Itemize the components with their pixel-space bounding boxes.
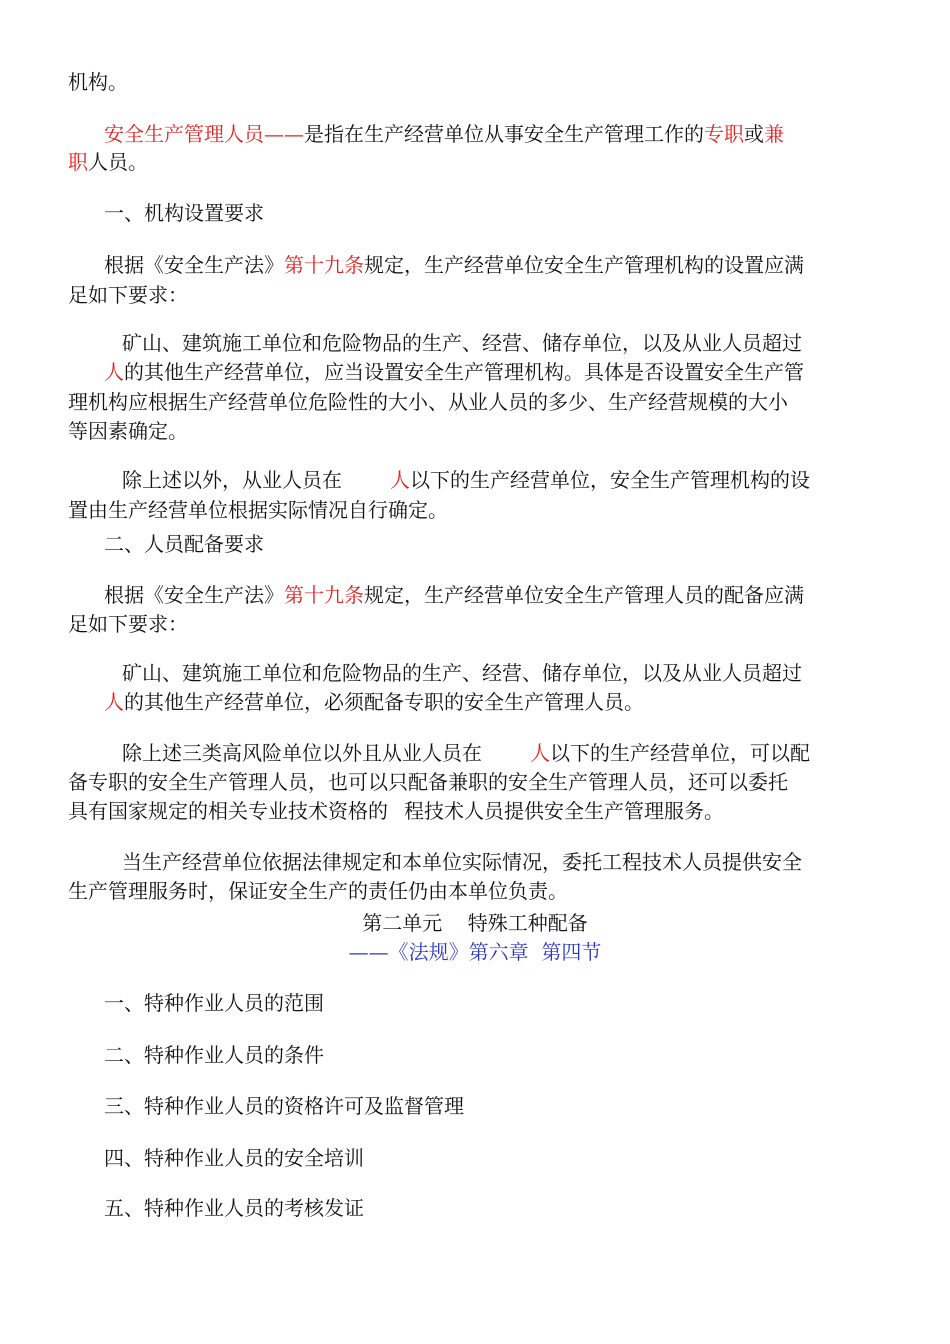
unit-subtitle: ——《法规》第六章 第四节: [348, 940, 602, 964]
section-heading: 一、机构设置要求: [104, 201, 264, 225]
text-line: 除上述以外，从业人员在 人以下的生产经营单位，安全生产管理机构的设: [122, 468, 810, 492]
article-highlight: 第十九条: [284, 583, 364, 607]
number-highlight: 人: [390, 468, 410, 492]
number-highlight: 人: [104, 690, 124, 714]
text-line: 矿山、建筑施工单位和危险物品的生产、经营、储存单位，以及从业人员超过: [122, 331, 802, 355]
text-line: 置由生产经营单位根据实际情况自行确定。: [68, 498, 448, 522]
text-line: 人的其他生产经营单位，必须配备专职的安全生产管理人员。: [104, 690, 644, 714]
text-line: 根据《安全生产法》第十九条规定，生产经营单位安全生产管理人员的配备应满: [104, 583, 804, 607]
list-item: 一、特种作业人员的范围: [104, 991, 324, 1015]
term-highlight: 兼: [764, 122, 784, 146]
text-line: 备专职的安全生产管理人员，也可以只配备兼职的安全生产管理人员，还可以委托: [68, 770, 788, 794]
number-highlight: 人: [530, 741, 550, 765]
text-line: 理机构应根据生产经营单位危险性的大小、从业人员的多少、生产经营规模的大小: [68, 390, 788, 414]
list-item: 四、特种作业人员的安全培训: [104, 1146, 364, 1170]
term-highlight: 专职: [704, 122, 744, 146]
text-line: 人的其他生产经营单位，应当设置安全生产管理机构。具体是否设置安全生产管: [104, 360, 804, 384]
term-highlight: 职: [68, 150, 88, 174]
text-line: 根据《安全生产法》第十九条规定，生产经营单位安全生产管理机构的设置应满: [104, 253, 804, 277]
list-item: 三、特种作业人员的资格许可及监督管理: [104, 1094, 464, 1118]
number-highlight: 人: [104, 360, 124, 384]
list-item: 五、特种作业人员的考核发证: [104, 1196, 364, 1220]
article-highlight: 第十九条: [284, 253, 364, 277]
text-line: 足如下要求：: [68, 283, 188, 307]
text-line: 足如下要求：: [68, 612, 188, 636]
section-heading: 二、人员配备要求: [104, 532, 264, 556]
text-line: 机构。: [68, 70, 128, 94]
term-highlight: 安全生产管理人员——: [104, 122, 304, 146]
unit-title: 第二单元 特殊工种配备: [362, 911, 588, 935]
text-line: 当生产经营单位依据法律规定和本单位实际情况，委托工程技术人员提供安全: [122, 850, 802, 874]
definition-line: 职人员。: [68, 150, 148, 174]
text-line: 除上述三类高风险单位以外且从业人员在 人以下的生产经营单位，可以配: [122, 741, 810, 765]
list-item: 二、特种作业人员的条件: [104, 1043, 324, 1067]
text-line: 生产管理服务时，保证安全生产的责任仍由本单位负责。: [68, 879, 568, 903]
text-line: 矿山、建筑施工单位和危险物品的生产、经营、储存单位，以及从业人员超过: [122, 661, 802, 685]
text-line: 具有国家规定的相关专业技术资格的 程技术人员提供安全生产管理服务。: [68, 799, 724, 823]
text-line: 等因素确定。: [68, 419, 188, 443]
definition-line: 安全生产管理人员——是指在生产经营单位从事安全生产管理工作的专职或兼: [104, 122, 784, 146]
